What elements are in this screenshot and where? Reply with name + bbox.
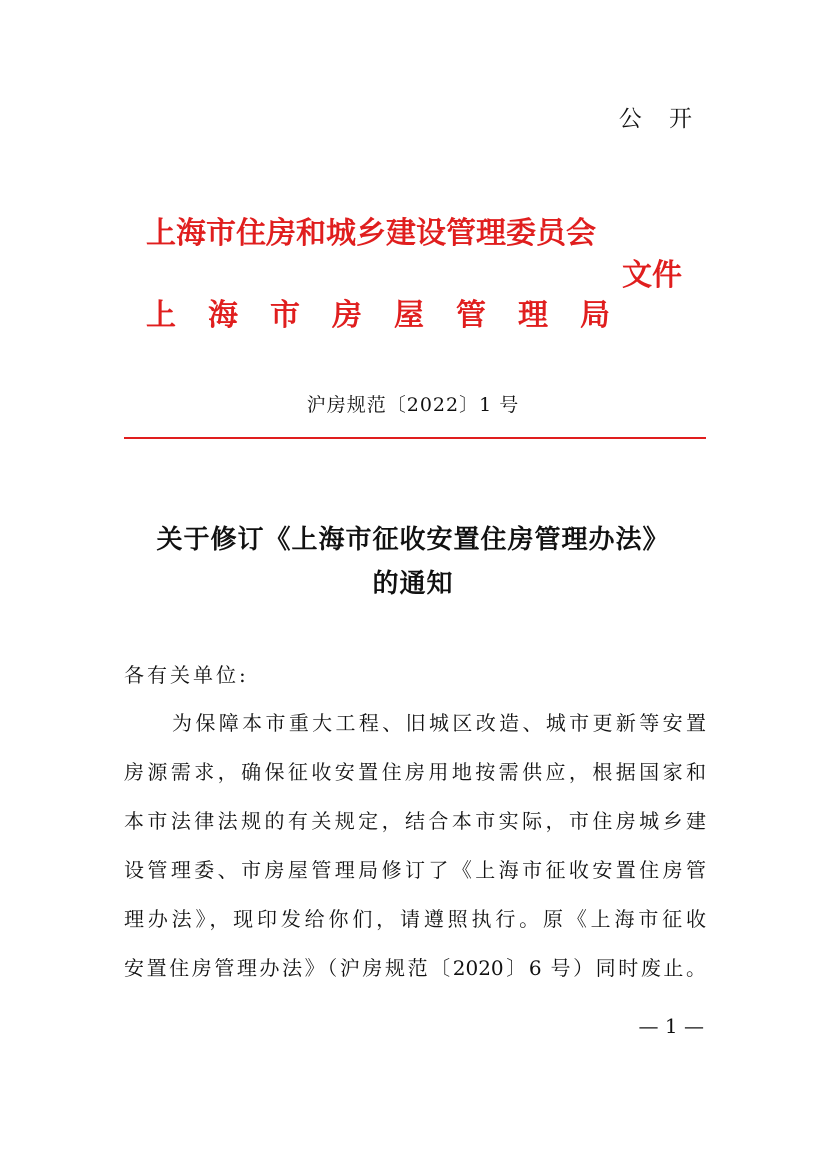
issuer-char: 房 bbox=[332, 298, 362, 333]
issuer-char: 管 bbox=[456, 298, 486, 333]
issuer-line-housing-bureau bbox=[146, 296, 610, 336]
issuer-char: 屋 bbox=[394, 298, 424, 333]
body-text-line: 房源需求，确保征收安置住房用地按需供应，根据国家和 bbox=[124, 760, 706, 784]
issuer-char: 局 bbox=[580, 298, 610, 333]
page-number: — 1 — bbox=[638, 1014, 704, 1038]
body-text-line: 理办法》，现印发给你们，请遵照执行。原《上海市征收 bbox=[124, 907, 706, 931]
issuer-char: 理 bbox=[518, 298, 548, 333]
body-text-line: 本市法律法规的有关规定，结合本市实际，市住房城乡建 bbox=[124, 809, 706, 833]
body-text-line: 设管理委、市房屋管理局修订了《上海市征收安置住房管 bbox=[124, 858, 706, 882]
issuer-line-commission: 上海市住房和城乡建设管理委员会 bbox=[146, 216, 596, 251]
body-text-line: 安置住房管理办法》（沪房规范〔2020〕6 号）同时废止。 bbox=[124, 956, 706, 980]
disclosure-mark: 公 开 bbox=[618, 106, 702, 132]
issuer-char: 上 bbox=[146, 298, 176, 333]
document-number: 沪房规范〔2022〕1 号 bbox=[306, 394, 520, 416]
document-title-line-1: 关于修订《上海市征收安置住房管理办法》 bbox=[156, 525, 670, 555]
body-text-line: 为保障本市重大工程、旧城区改造、城市更新等安置 bbox=[172, 711, 706, 735]
red-divider-line bbox=[124, 437, 706, 439]
document-title-line-2: 的通知 bbox=[372, 569, 454, 599]
issuer-char: 海 bbox=[208, 298, 238, 333]
issuer-char: 市 bbox=[270, 298, 300, 333]
document-suffix: 文件 bbox=[622, 258, 682, 293]
salutation: 各有关单位: bbox=[124, 663, 249, 687]
